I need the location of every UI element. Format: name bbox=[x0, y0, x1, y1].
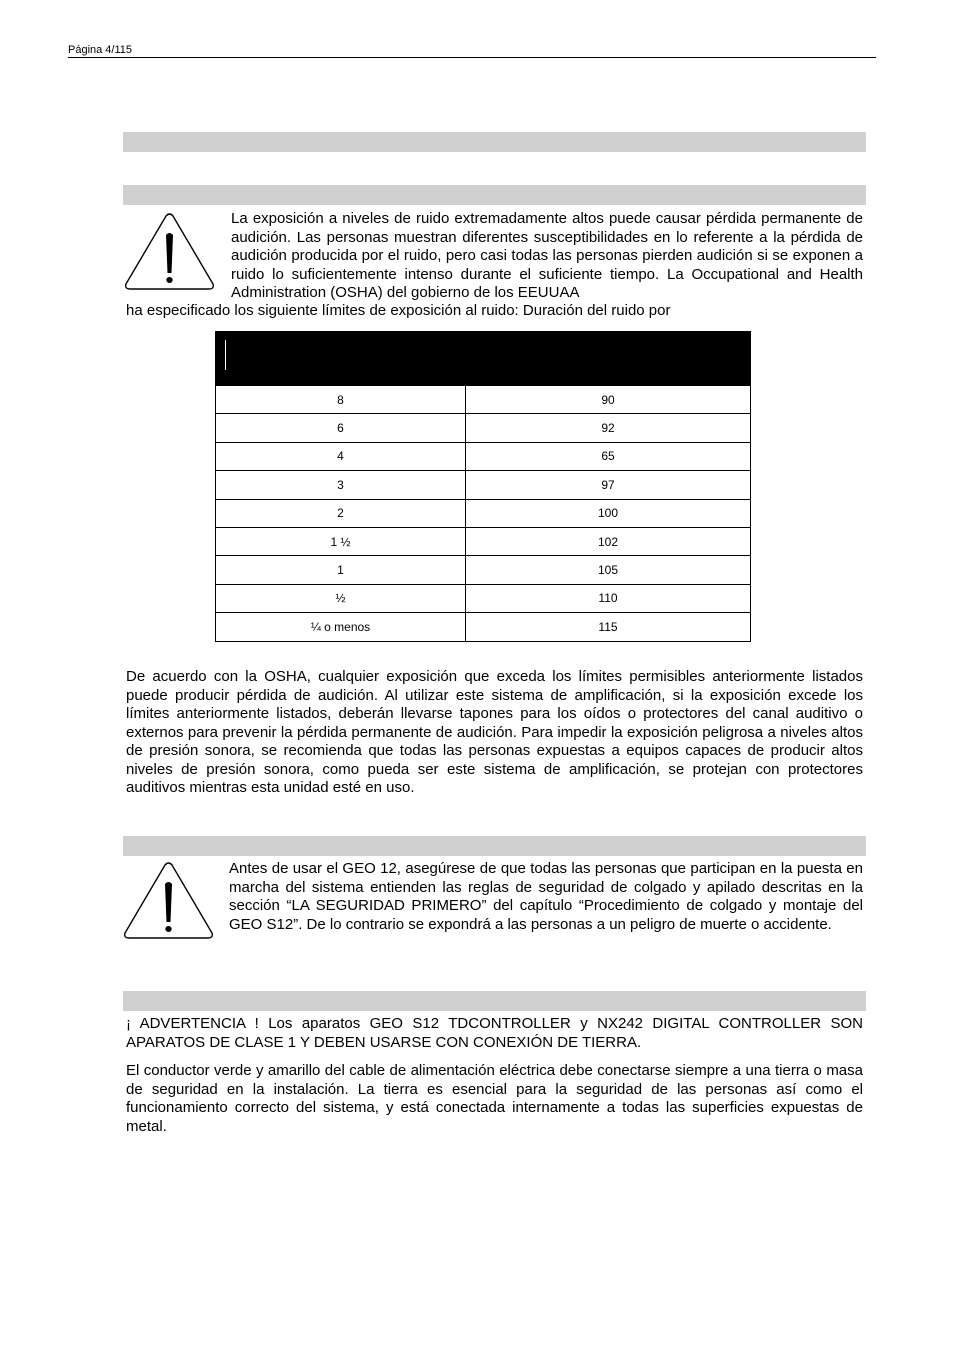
duration-cell: 1 bbox=[216, 556, 466, 584]
level-cell: 92 bbox=[466, 414, 751, 442]
grounding-warning: ¡ ADVERTENCIA ! Los aparatos GEO S12 TDCONTROLLER y NX242 DIGITAL CONTROLLER SON APARATOS DE CLASE 1 Y DEBEN USARSE CON CONEXIÓN DE TIERRA. bbox=[126, 1015, 863, 1051]
level-cell: 102 bbox=[466, 527, 751, 555]
level-cell: 110 bbox=[466, 584, 751, 612]
grounding-paragraph: El conductor verde y amarillo del cable de alimentación eléctrica debe conectarse siempre a una tierra o masa de seguridad en la instalación. La tierra es esencial para la seguridad de las personas así como el funcionamiento correcto del sistema, y está conectada internamente a todas las superficies expuestas de metal. bbox=[126, 1062, 863, 1135]
table-header-cell bbox=[466, 332, 751, 386]
page-header bbox=[68, 44, 876, 58]
section-heading-bar bbox=[123, 991, 866, 1011]
level-cell: 65 bbox=[466, 442, 751, 470]
noise-warning-text: La exposición a niveles de ruido extremadamente altos puede causar pérdida permanente de audición. Las personas muestran diferentes susceptibilidades en lo referente a la pérdida de audición producida por el ruido, pero casi todas las personas pierden audición si se exponen a ruido lo suficientemente intenso durante el suficiente tiempo. La Occupational and Health Administration (OSHA) del gobierno de los EEUUAA bbox=[231, 210, 863, 301]
table-row bbox=[216, 499, 751, 527]
exclamation-triangle-icon bbox=[123, 862, 214, 940]
level-cell: 115 bbox=[466, 613, 751, 641]
table-row bbox=[216, 556, 751, 584]
section-heading-bar bbox=[123, 836, 866, 856]
osha-paragraph: De acuerdo con la OSHA, cualquier exposición que exceda los límites permisibles anteriormente listados puede producir pérdida de audición. Al utilizar este sistema de amplificación, si la exposición excede los límites anteriormente listados, deberán llevarse tapones para los oídos o protectores del canal auditivo o externos para prevenir la pérdida permanente de audición. Para impedir la exposición peligrosa a niveles altos de presión sonora, se recomienda que todas las personas expuestas a equipos capaces de producir altos niveles de presión sonora, como pueda ser este sistema de amplificación, se protejan con protectores auditivos mientras esta unidad esté en uso. bbox=[126, 668, 863, 796]
rigging-warning-text: Antes de usar el GEO 12, asegúrese de que todas las personas que participan en la puesta en marcha del sistema entienden las reglas de seguridad de colgado y apilado descritas en la sección “LA SEGURIDAD PRIMERO” del capítulo “Procedimiento de colgado y montaje del GEO S12”. De lo contrario se expondrá a las personas a un peligro de muerte o accidente. bbox=[229, 860, 863, 933]
level-cell: 90 bbox=[466, 386, 751, 414]
noise-exposure-table bbox=[215, 331, 751, 642]
level-cell: 100 bbox=[466, 499, 751, 527]
table-row bbox=[216, 471, 751, 499]
section-heading-bar bbox=[123, 132, 866, 152]
section-heading-bar bbox=[123, 185, 866, 205]
duration-cell: 4 bbox=[216, 442, 466, 470]
duration-cell: 3 bbox=[216, 471, 466, 499]
level-cell: 97 bbox=[466, 471, 751, 499]
table-row bbox=[216, 442, 751, 470]
level-cell: 105 bbox=[466, 556, 751, 584]
table-row bbox=[216, 414, 751, 442]
noise-warning-continuation: ha especificado los siguiente límites de exposición al ruido: Duración del ruido por bbox=[126, 302, 671, 319]
table-row bbox=[216, 613, 751, 641]
duration-cell: ¼ o menos bbox=[216, 613, 466, 641]
duration-cell: 1 ½ bbox=[216, 527, 466, 555]
duration-cell: 8 bbox=[216, 386, 466, 414]
table-row bbox=[216, 386, 751, 414]
exclamation-triangle-icon bbox=[124, 213, 215, 291]
table-row bbox=[216, 584, 751, 612]
duration-cell: 6 bbox=[216, 414, 466, 442]
table-header-row bbox=[216, 332, 751, 386]
table-header-cell bbox=[216, 332, 466, 386]
table-row bbox=[216, 527, 751, 555]
page-number: Página 4/115 bbox=[68, 44, 133, 56]
duration-cell: ½ bbox=[216, 584, 466, 612]
duration-cell: 2 bbox=[216, 499, 466, 527]
